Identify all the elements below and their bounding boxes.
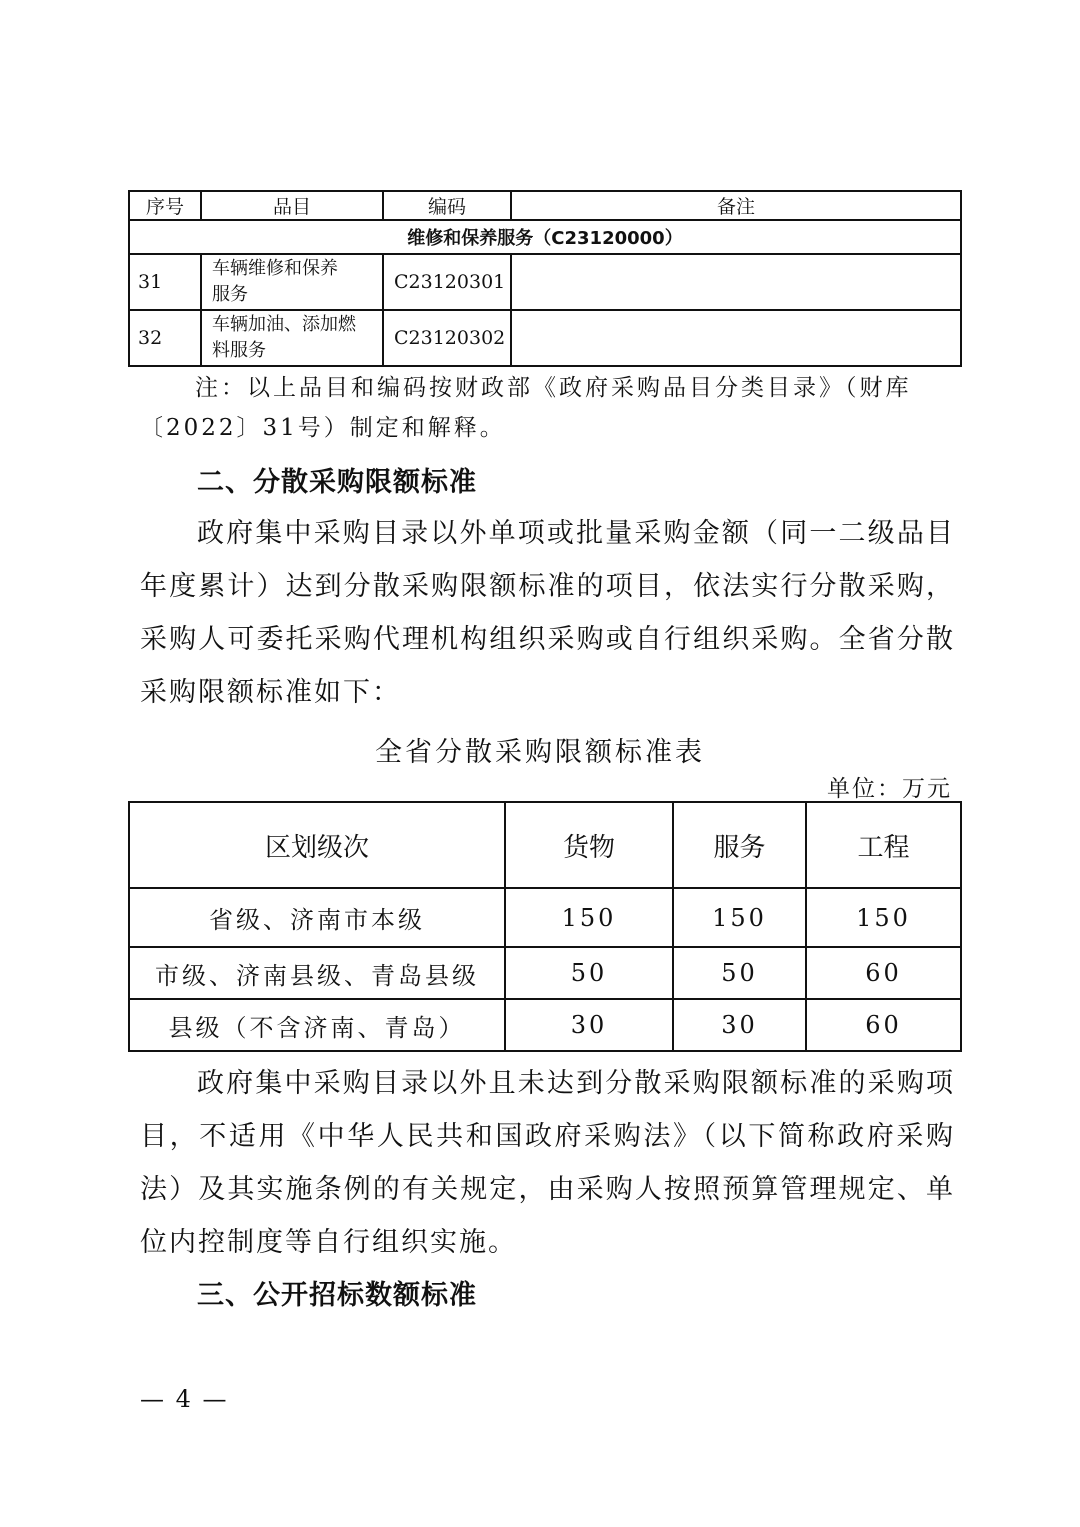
row-code: C23120302 — [383, 310, 511, 366]
category-label: 维修和保养服务（C23120000） — [129, 220, 961, 254]
row-goods: 150 — [505, 888, 673, 947]
header-works: 工程 — [806, 802, 961, 888]
row-works: 150 — [806, 888, 961, 947]
row-item-name-line1: 车辆加油、添加燃 — [212, 314, 356, 335]
row-item-name — [201, 310, 383, 366]
row-code: C23120301 — [383, 254, 511, 310]
row-item-name-line1: 车辆维修和保养 — [212, 258, 338, 279]
header-seq: 序号 — [129, 191, 201, 220]
section2-paragraph: 政府集中采购目录以外单项或批量采购金额（同一二级品目年度累计）达到分散采购限额标准的项目，依法实行分散采购，采购人可委托采购代理机构组织采购或自行组织采购。全省分散采购限额标准如下： — [140, 518, 955, 708]
row-services: 50 — [673, 947, 806, 999]
row-remark — [511, 310, 961, 366]
row-seq: 32 — [129, 310, 201, 366]
header-item: 品目 — [201, 191, 383, 220]
table-row — [129, 947, 961, 999]
table-note: 注：以上品目和编码按财政部《政府采购品目分类目录》（财库〔2022〕31号）制定和解释。 — [140, 375, 912, 441]
row-works: 60 — [806, 999, 961, 1051]
row-seq: 31 — [129, 254, 201, 310]
page-number: — 4 — — [140, 1385, 229, 1413]
row-item-name-line2: 服务 — [212, 284, 248, 305]
limit-header-row — [129, 802, 961, 888]
table-row — [129, 888, 961, 947]
limit-table-unit: 单位：万元 — [827, 776, 952, 802]
row-services: 150 — [673, 888, 806, 947]
row-services: 30 — [673, 999, 806, 1051]
section2-heading: 二、分散采购限额标准 — [197, 467, 477, 498]
header-goods: 货物 — [505, 802, 673, 888]
row-level: 省级、济南市本级 — [129, 888, 505, 947]
category-row — [129, 220, 961, 254]
paragraph-after-table: 政府集中采购目录以外且未达到分散采购限额标准的采购项目，不适用《中华人民共和国政府采购法》（以下简称政府采购法）及其实施条例的有关规定，由采购人按照预算管理规定、单位内控制度等自行组织实施。 — [140, 1068, 955, 1258]
row-level: 市级、济南县级、青岛县级 — [129, 947, 505, 999]
limit-table — [128, 801, 962, 1052]
header-services: 服务 — [673, 802, 806, 888]
table-row — [129, 310, 961, 366]
catalog-header-row — [129, 191, 961, 220]
header-code: 编码 — [383, 191, 511, 220]
table-row — [129, 254, 961, 310]
row-item-name — [201, 254, 383, 310]
row-goods: 30 — [505, 999, 673, 1051]
header-level: 区划级次 — [129, 802, 505, 888]
row-level: 县级（不含济南、青岛） — [129, 999, 505, 1051]
limit-table-caption: 全省分散采购限额标准表 — [375, 737, 705, 768]
section3-heading: 三、公开招标数额标准 — [197, 1280, 477, 1311]
row-goods: 50 — [505, 947, 673, 999]
table-row — [129, 999, 961, 1051]
row-remark — [511, 254, 961, 310]
row-works: 60 — [806, 947, 961, 999]
catalog-table — [128, 190, 962, 367]
row-item-name-line2: 料服务 — [212, 340, 266, 361]
header-remark: 备注 — [511, 191, 961, 220]
